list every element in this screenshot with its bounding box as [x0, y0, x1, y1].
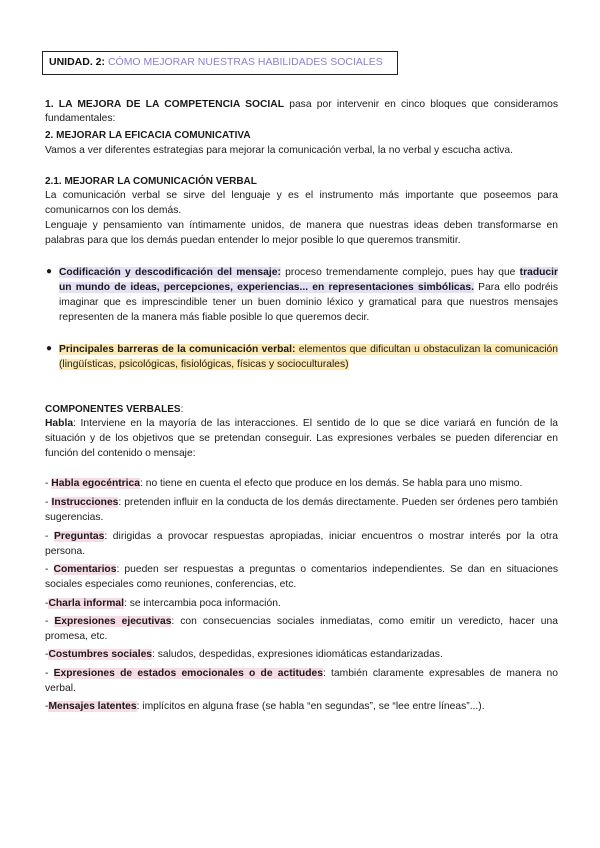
unit-title: CÓMO MEJORAR NUESTRAS HABILIDADES SOCIALES	[107, 56, 383, 68]
unit-label: UNIDAD. 2:	[49, 56, 106, 68]
bullet-term: Principales barreras de la comunicación verbal:	[59, 344, 296, 355]
unit-title-box	[42, 51, 398, 75]
bullet-text: proceso tremendamente complejo, pues hay que	[280, 267, 520, 278]
bullet-text: Para ello podréis imaginar que es imprescindible tener un buen dominio léxico y gramatical para que nuestros mensajes representen de la manera más fiable posible lo que queremos decir.	[59, 282, 558, 323]
item-prefix: -	[45, 701, 49, 712]
item-prefix: -	[45, 478, 52, 489]
list-item	[45, 529, 558, 559]
intro-rest: pasa por intervenir en cinco bloques que consideramos fundamentales:	[45, 99, 558, 125]
habla-term: Habla	[45, 418, 74, 429]
item-text: : saludos, despedidas, expresiones idiomáticas estandarizadas.	[152, 649, 443, 660]
item-prefix: -	[45, 616, 55, 627]
item-term: Comentarios	[53, 564, 117, 575]
section-2-heading: 2. MEJORAR LA EFICACIA COMUNICATIVA	[45, 130, 251, 141]
bullet-marker: ●	[46, 266, 53, 277]
list-item	[45, 666, 558, 696]
item-term: Instrucciones	[51, 497, 119, 508]
section-2-text: Vamos a ver diferentes estrategias para mejorar la comunicación verbal, la no verbal y escucha activa.	[45, 145, 513, 156]
item-text: : dirigidas a provocar respuestas apropiadas, iniciar encuentros o mostrar interés por la otra persona.	[45, 531, 558, 558]
section-2-1-heading: 2.1. MEJORAR LA COMUNICACIÓN VERBAL	[45, 176, 257, 187]
item-text: : implícitos en alguna frase (se habla “en segundas”, se “lee entre líneas”...).	[136, 701, 485, 712]
bullet-term: Codificación y descodificación del mensaje:	[59, 267, 281, 278]
intro-lead: 1. LA MEJORA DE LA COMPETENCIA SOCIAL	[45, 99, 285, 110]
item-term: Charla informal	[48, 598, 124, 609]
item-prefix: -	[45, 531, 55, 542]
item-prefix: -	[45, 668, 54, 679]
item-text: : pretenden influir en la conducta de los demás directamente. Pueden ser órdenes pero también sugerencias.	[45, 497, 558, 524]
item-prefix: -	[45, 497, 52, 508]
list-item	[45, 495, 558, 525]
item-term: Mensajes latentes	[48, 701, 137, 712]
intro-paragraph	[45, 98, 558, 127]
components-heading-colon: :	[180, 404, 184, 415]
item-term: Preguntas	[54, 531, 105, 542]
bullet-marker: ●	[46, 343, 53, 354]
item-text: : también claramente expresables de manera no verbal.	[45, 668, 558, 695]
item-term: Costumbres sociales	[48, 649, 153, 660]
section-2-1-p1: La comunicación verbal se sirve del lenguaje y es el instrumento más importante que poseemos para comunicarnos con los demás.	[45, 190, 558, 216]
item-prefix: -	[45, 598, 49, 609]
item-text: : con consecuencias sociales inmediatas, como emitir un veredicto, hacer una promesa, etc.	[45, 616, 558, 643]
bullet-codificacion	[59, 265, 558, 325]
bullet-text: elementos que dificultan u obstaculizan la comunicación (lingüísticas, psicológicas, fisiológicas, físicas y socioculturales)	[59, 344, 558, 370]
bullet-highlight: traducir un mundo de ideas, percepciones, experiencias... en representaciones simbólicas.	[59, 267, 558, 293]
components-heading-text: COMPONENTES VERBALES	[45, 404, 181, 415]
list-item	[45, 647, 558, 662]
list-item	[45, 562, 558, 592]
list-item	[45, 476, 558, 491]
habla-paragraph	[45, 416, 558, 461]
habla-text: : Interviene en la mayoría de las interacciones. El sentido de lo que se dice variará en función de la situación y de los objetivos que se pretendan conseguir. Las expresiones verbales se pueden diferenciar en función del contenido o mensaje:	[45, 418, 558, 459]
item-prefix: -	[45, 564, 54, 575]
bullet-barreras	[59, 342, 558, 372]
list-item	[45, 699, 558, 714]
list-item	[45, 614, 558, 644]
item-term: Habla egocéntrica	[51, 478, 140, 489]
item-text: : pueden ser respuestas a preguntas o comentarios independientes. Se dan en situaciones sociales especiales como reuniones, conferencias, etc.	[45, 564, 559, 591]
list-item	[45, 596, 558, 611]
item-term: Expresiones ejecutivas	[54, 616, 172, 627]
item-term: Expresiones de estados emocionales o de actitudes	[53, 668, 323, 679]
item-prefix: -	[45, 649, 49, 660]
item-text: : se intercambia poca información.	[123, 598, 281, 609]
section-2-1-p2: Lenguaje y pensamiento van íntimamente unidos, de manera que nuestras ideas deben transformarse en palabras para que los demás puedan entender lo mejor posible lo que queremos transmitir.	[45, 220, 558, 246]
item-text: : no tiene en cuenta el efecto que produce en los demás. Se habla para uno mismo.	[140, 478, 523, 489]
